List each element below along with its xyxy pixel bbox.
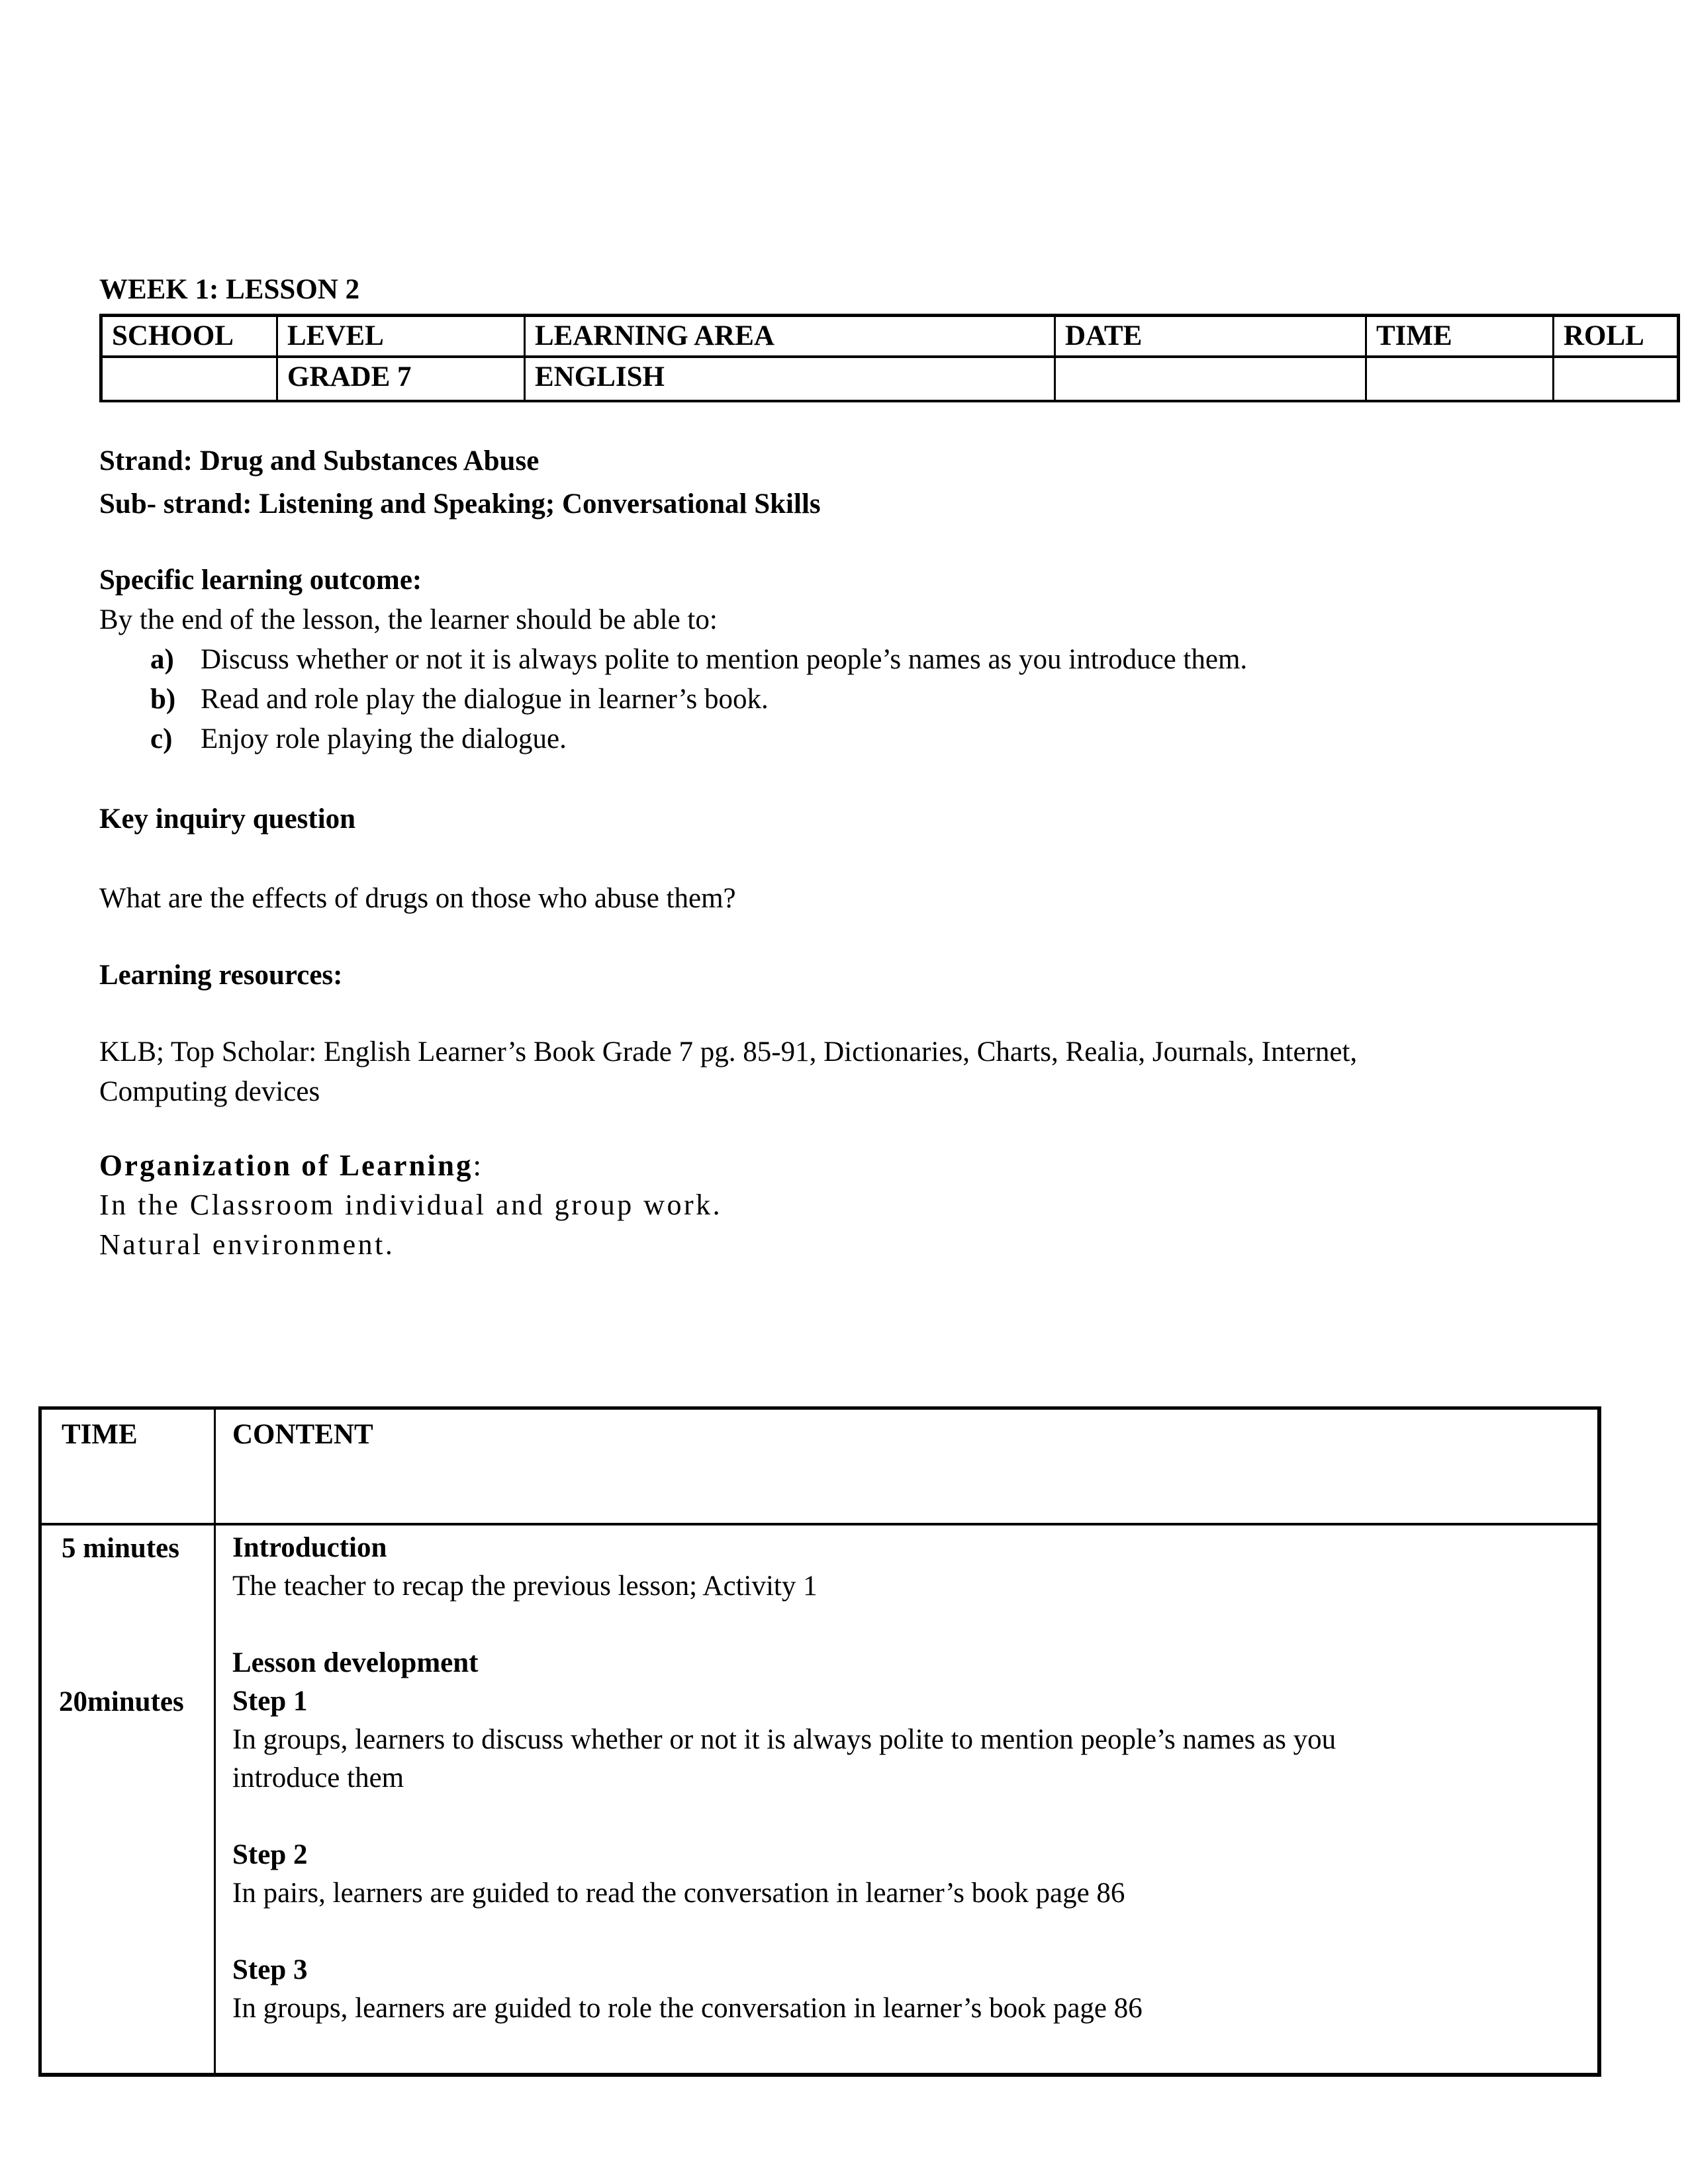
info-table [99, 314, 1680, 402]
info-header-time: TIME [1366, 316, 1554, 357]
info-value-date [1055, 357, 1366, 401]
content-intro-heading: Introduction [232, 1532, 387, 1563]
key-inquiry-question: What are the effects of drugs on those who abuse them? [99, 883, 736, 914]
content-step2-text: In pairs, learners are guided to read the conversation in learner’s book page 86 [232, 1878, 1125, 1909]
time-entry-20-minutes: 20minutes [59, 1686, 184, 1717]
outcome-label-c: c) [150, 723, 173, 754]
info-value-school [101, 357, 277, 401]
organization-heading-colon: : [473, 1149, 484, 1182]
content-step1-text-line2: introduce them [232, 1762, 404, 1794]
info-header-level: LEVEL [277, 316, 525, 357]
resources-text-line1: KLB; Top Scholar: English Learner’s Book Grade 7 pg. 85-91, Dictionaries, Charts, Realia, Journals, Internet, [99, 1036, 1358, 1068]
content-step1-text-line1: In groups, learners to discuss whether or not it is always polite to mention people’s names as you [232, 1724, 1336, 1755]
lesson-time-cell [40, 1524, 215, 2075]
info-value-roll [1554, 357, 1679, 401]
info-header-roll: ROLL [1554, 316, 1679, 357]
outcomes-heading: Specific learning outcome: [99, 565, 422, 596]
content-intro-text: The teacher to recap the previous lesson; Activity 1 [232, 1570, 818, 1602]
lesson-table-body-row [40, 1524, 1600, 2075]
info-value-level: GRADE 7 [277, 357, 525, 401]
outcome-text-a: Discuss whether or not it is always polite to mention people’s names as you introduce them. [201, 644, 1248, 675]
organization-heading [99, 1146, 1677, 1185]
content-step3-heading: Step 3 [232, 1954, 308, 1985]
outcome-text-b: Read and role play the dialogue in learner’s book. [201, 684, 769, 715]
content-step1-heading: Step 1 [232, 1686, 308, 1717]
strand-line: Strand: Drug and Substances Abuse [99, 445, 539, 477]
outcome-item-a [99, 640, 1677, 680]
info-table-header-row [101, 316, 1679, 357]
info-value-learning-area: ENGLISH [525, 357, 1055, 401]
outcome-item-c [99, 719, 1677, 759]
outcome-text-c: Enjoy role playing the dialogue. [201, 723, 567, 754]
outcome-item-b [99, 680, 1677, 719]
substrand-line: Sub- strand: Listening and Speaking; Conversational Skills [99, 488, 821, 520]
info-header-school: SCHOOL [101, 316, 277, 357]
organization-line1: In the Classroom individual and group work. [99, 1189, 723, 1221]
page-title: WEEK 1: LESSON 2 [99, 274, 360, 305]
lesson-table-header-row [40, 1408, 1600, 1525]
info-header-learning-area: LEARNING AREA [525, 316, 1055, 357]
key-inquiry-heading: Key inquiry question [99, 803, 356, 835]
time-entry-5-minutes: 5 minutes [62, 1533, 179, 1564]
lesson-plan-table [38, 1406, 1601, 2077]
outcomes-intro: By the end of the lesson, the learner should be able to: [99, 604, 718, 635]
resources-heading: Learning resources: [99, 960, 343, 991]
organization-heading-text: Organization of Learning [99, 1149, 473, 1182]
content-step3-text: In groups, learners are guided to role the conversation in learner’s book page 86 [232, 1993, 1143, 2024]
document-body [99, 273, 1677, 1265]
lesson-header-content: CONTENT [215, 1408, 1600, 1525]
info-value-time [1366, 357, 1554, 401]
organization-line2: Natural environment. [99, 1228, 395, 1261]
lesson-header-time: TIME [40, 1408, 215, 1525]
content-step2-heading: Step 2 [232, 1839, 308, 1870]
resources-text-line2: Computing devices [99, 1076, 320, 1107]
outcome-label-a: a) [150, 644, 174, 675]
outcome-label-b: b) [150, 684, 176, 715]
info-table-value-row [101, 357, 1679, 401]
info-header-date: DATE [1055, 316, 1366, 357]
content-development-heading: Lesson development [232, 1647, 479, 1678]
lesson-content-cell [215, 1524, 1600, 2075]
